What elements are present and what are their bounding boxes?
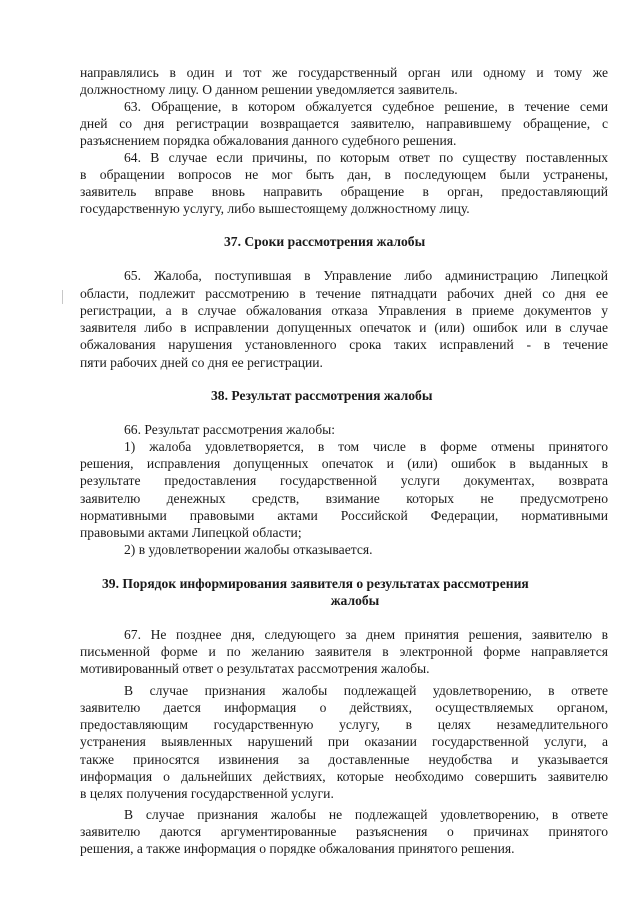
paragraph-66-line: решения, исправления допущенных опечаток и (или) ошибок в выданных в	[80, 456, 608, 471]
paragraph-67-line: письменной форме и по желанию заявителя в электронной форме направляется	[80, 644, 608, 659]
paragraph-67c-line: заявителю даются аргументированные разъяснения о причинах принятого	[80, 824, 608, 839]
paragraph-67b-line: предоставляющим государственную услугу, в целях незамедлительного	[80, 717, 608, 732]
paragraph-67b-line: также приносятся извинения за доставленные неудобства и указывается	[80, 752, 608, 767]
paragraph-67c-line: В случае признания жалобы не подлежащей удовлетворению, в ответе	[124, 807, 608, 822]
paragraph-67b-line: устранения выявленных нарушений при оказании государственной услуги, а	[80, 734, 608, 749]
text-line: должностному лицу. О данном решении уведомляется заявитель.	[80, 82, 458, 97]
paragraph-65-line: 65. Жалоба, поступившая в Управление либо администрацию Липецкой	[124, 268, 608, 283]
paragraph-67-line: мотивированный ответ о результатах рассмотрения жалобы.	[80, 661, 430, 676]
paragraph-63-line: дней со дня регистрации возвращается заявителю, направившему обращение, с	[80, 116, 608, 131]
paragraph-64-line: в обращении вопросов не мог быть дан, в последующем были устранены,	[80, 167, 608, 182]
paragraph-63-line: 63. Обращение, в котором обжалуется судебное решение, в течение семи	[124, 99, 608, 114]
paragraph-67-line: 67. Не позднее дня, следующего за днем принятия решения, заявителю в	[124, 627, 608, 642]
paragraph-67b-line: информация о дальнейших действиях, которые необходимо совершить заявителю	[80, 769, 608, 784]
paragraph-65-line: обжалования нарушения установленного срока таких исправлений - в течение	[80, 337, 608, 352]
paragraph-64-line: 64. В случае если причины, по которым ответ по существу поставленных	[124, 150, 608, 165]
paragraph-65-line: регистрации, а в случае обжалования отказа Управления в приеме документов у	[80, 303, 608, 318]
paragraph-64-line: заявитель вправе вновь направить обращение в орган, предоставляющий	[80, 184, 608, 199]
paragraph-66-line: 2) в удовлетворении жалобы отказывается.	[124, 542, 373, 557]
scan-mark	[62, 290, 63, 304]
paragraph-65-line: заявителя либо в исправлении допущенных опечаток и (или) ошибок или в случае	[80, 320, 608, 335]
section-heading-39-cont: жалобы	[330, 593, 380, 608]
paragraph-66-line: результате предоставления государственной услуги документах, возврата	[80, 473, 608, 488]
section-heading-37: 37. Сроки рассмотрения жалобы	[224, 234, 426, 249]
paragraph-66-line: правовыми актами Липецкой области;	[80, 525, 302, 540]
paragraph-66-line: нормативными правовыми актами Российской Федерации, нормативными	[80, 508, 608, 523]
paragraph-66-line: 1) жалоба удовлетворяется, в том числе в форме отмены принятого	[124, 439, 608, 454]
paragraph-65-line: области, подлежит рассмотрению в течение пятнадцати рабочих дней со дня ее	[80, 286, 608, 301]
paragraph-65-line: пяти рабочих дней со дня ее регистрации.	[80, 355, 323, 370]
paragraph-66-line: заявителю денежных средств, взимание которых не предусмотрено	[80, 491, 608, 506]
paragraph-64-line: государственную услугу, либо вышестоящему должностному лицу.	[80, 201, 470, 216]
paragraph-67c-line: решения, а также информация о порядке обжалования принятого решения.	[80, 841, 515, 856]
paragraph-67b-line: заявителю дается информация о действиях, осуществляемых органом,	[80, 700, 608, 715]
paragraph-67b-line: в целях получения государственной услуги.	[80, 786, 334, 801]
paragraph-66-line: 66. Результат рассмотрения жалобы:	[124, 422, 336, 437]
text-line: направлялись в один и тот же государственный орган или одному и тому же	[80, 65, 608, 80]
section-heading-39: 39. Порядок информирования заявителя о результатах рассмотрения	[102, 576, 529, 591]
section-heading-38: 38. Результат рассмотрения жалобы	[211, 388, 433, 403]
paragraph-63-line: разъяснением порядка обжалования данного судебного решения.	[80, 133, 457, 148]
paragraph-67b-line: В случае признания жалобы подлежащей удовлетворению, в ответе	[124, 683, 608, 698]
